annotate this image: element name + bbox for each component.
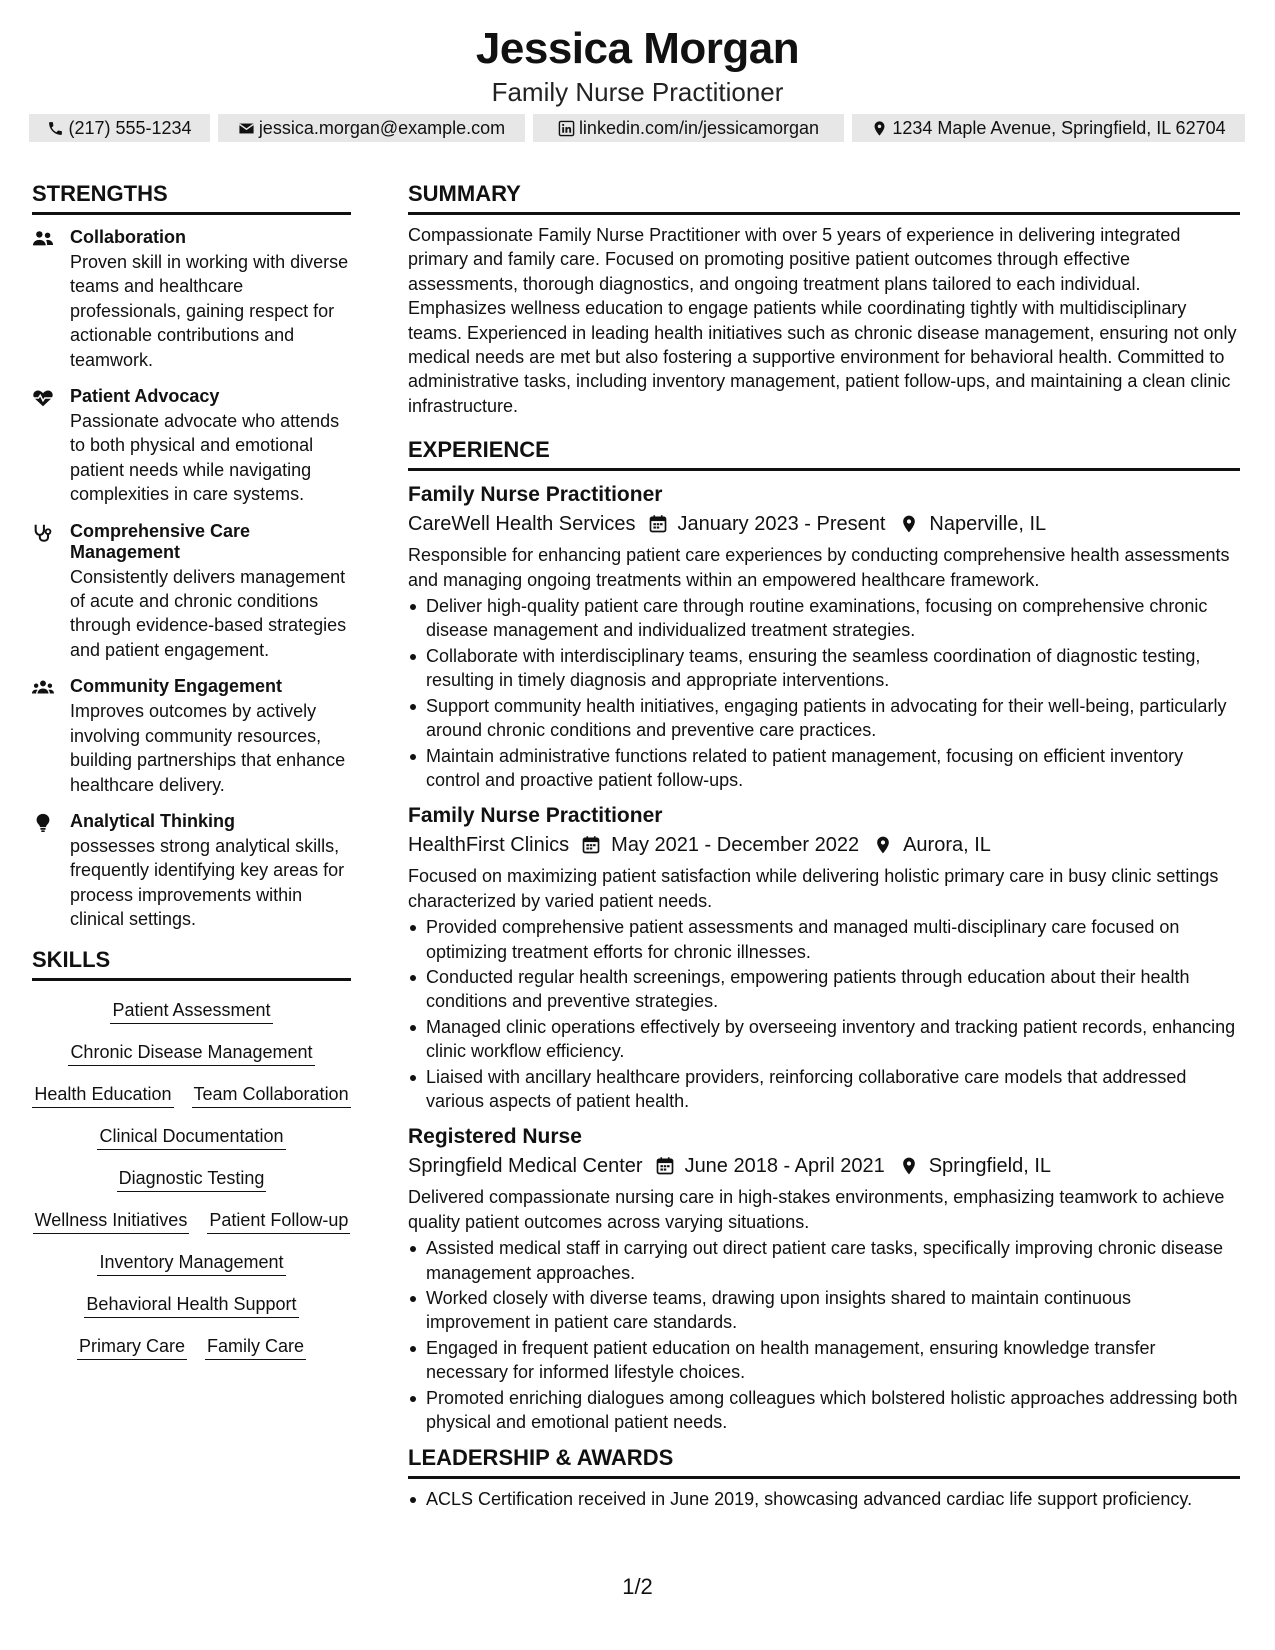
skills-heading: SKILLS <box>32 946 351 981</box>
job-bullets <box>408 594 1240 792</box>
strengths-list <box>32 227 351 932</box>
job-description: Responsible for enhancing patient care experiences by conducting comprehensive health assessments and managing ongoing treatments within an empowered healthcare framework. <box>408 545 1230 590</box>
job-entry <box>408 1123 1240 1434</box>
bullet-item: Assisted medical staff in carrying out direct patient care tasks, specifically improving chronic disease management approaches. <box>408 1236 1240 1285</box>
skill-tag: Team Collaboration <box>192 1081 351 1108</box>
resume-header <box>0 22 1275 108</box>
bullet-item: Managed clinic operations effectively by overseeing inventory and tracking patient records, enhancing clinic workflow efficiency. <box>408 1015 1240 1064</box>
calendar-icon <box>655 1156 675 1176</box>
job-company: Springfield Medical Center <box>408 1155 643 1178</box>
right-column <box>408 180 1240 1513</box>
job-role: Family Nurse Practitioner <box>408 804 663 828</box>
bullet-item: Support community health initiatives, engaging patients in advocating for their well-being, particularly around chronic conditions and preventive care practices. <box>408 694 1240 743</box>
heartbeat-icon <box>32 386 70 507</box>
skill-tag: Inventory Management <box>97 1249 285 1276</box>
strength-desc: Consistently delivers management of acute and chronic conditions through evidence-based strategies and patient engagement. <box>70 566 347 660</box>
bullet-item: Maintain administrative functions related to patient management, focusing on efficient inventory control and proactive patient follow-ups. <box>408 744 1240 793</box>
bullet-item: Liaised with ancillary healthcare providers, reinforcing collaborative care models that addressed various aspects of patient health. <box>408 1065 1240 1114</box>
strength-title: Analytical Thinking <box>70 810 236 831</box>
calendar-icon <box>648 514 668 534</box>
contact-address-text: 1234 Maple Avenue, Springfield, IL 62704 <box>892 117 1226 138</box>
strength-title: Patient Advocacy <box>70 386 220 407</box>
leadership-heading: LEADERSHIP & AWARDS <box>408 1444 1240 1479</box>
skill-tag: Diagnostic Testing <box>117 1165 267 1192</box>
contact-email[interactable] <box>218 114 525 142</box>
linkedin-icon <box>558 120 575 137</box>
job-location: Springfield, IL <box>928 1155 1052 1178</box>
envelope-icon <box>238 120 255 137</box>
bullet-item: Engaged in frequent patient education on health management, ensuring knowledge transfer necessary for informed lifestyle choices. <box>408 1336 1240 1385</box>
contact-email-text: jessica.morgan@example.com <box>258 117 506 138</box>
job-role: Registered Nurse <box>408 1125 582 1149</box>
job-description: Delivered compassionate nursing care in high-stakes environments, emphasizing teamwork to achieve quality patient outcomes across varying situations. <box>408 1187 1225 1232</box>
map-pin-icon <box>871 120 888 137</box>
job-entry <box>408 802 1240 1113</box>
bullet-item: ACLS Certification received in June 2019, showcasing advanced cardiac life support proficiency. <box>408 1487 1240 1511</box>
job-entry <box>408 481 1240 792</box>
job-bullets <box>408 1236 1240 1434</box>
phone-icon <box>47 120 64 137</box>
bullet-item: Collaborate with interdisciplinary teams, ensuring the seamless coordination of diagnostic testing, resulting in timely diagnosis and appropriate interventions. <box>408 644 1240 693</box>
skill-tag: Family Care <box>205 1333 306 1360</box>
job-location: Naperville, IL <box>929 513 1047 536</box>
strength-title: Comprehensive Care Management <box>70 520 251 562</box>
strength-desc: Proven skill in working with diverse teams and healthcare professionals, gaining respect for actionable contributions and teamwork. <box>70 252 349 370</box>
job-meta <box>408 830 1240 860</box>
summary-text: Compassionate Family Nurse Practitioner with over 5 years of experience in delivering integrated primary and family care. Focused on promoting positive patient outcomes through effective assessments, thorough diagnostics, and ongoing treatment plans tailored to each individual. Emphasizes wellness education to engage patients while coordinating tightly with multidisciplinary teams. Experienced in leading health initiatives such as chronic disease management, ensuring not only medical needs are met but also fostering a supportive environment for behavioral health. Committed to administrative tasks, including inventory management, patient follow-ups, and maintaining a clean clinic infrastructure. <box>408 225 1237 416</box>
strengths-heading: STRENGTHS <box>32 180 351 215</box>
community-icon <box>32 676 70 797</box>
skill-tag: Patient Assessment <box>110 997 272 1024</box>
skills-section <box>32 946 351 1360</box>
bullet-item: Conducted regular health screenings, empowering patients through education about their health conditions and preventive strategies. <box>408 965 1240 1014</box>
job-role: Family Nurse Practitioner <box>408 483 663 507</box>
stethoscope-icon <box>32 521 70 663</box>
job-location: Aurora, IL <box>903 834 991 857</box>
strength-desc: Improves outcomes by actively involving community resources, building partnerships that enhance healthcare delivery. <box>70 701 346 795</box>
job-meta <box>408 1151 1240 1181</box>
map-pin-icon <box>899 1156 919 1176</box>
leadership-bullets <box>408 1487 1240 1511</box>
strength-desc: Passionate advocate who attends to both physical and emotional patient needs while navigating complexities in care systems. <box>70 411 340 505</box>
strength-title: Collaboration <box>70 227 186 247</box>
skill-tag: Chronic Disease Management <box>68 1039 314 1066</box>
strength-item <box>32 386 351 507</box>
left-column <box>32 180 351 1360</box>
job-description: Focused on maximizing patient satisfaction while delivering holistic primary care in busy clinic settings characterized by varied patient needs. <box>408 866 1219 911</box>
contact-linkedin[interactable] <box>533 114 844 142</box>
lightbulb-icon <box>32 811 70 932</box>
skill-tag: Patient Follow-up <box>207 1207 350 1234</box>
leadership-section <box>408 1444 1240 1511</box>
experience-section <box>408 436 1240 1434</box>
strength-item <box>32 811 351 932</box>
summary-heading: SUMMARY <box>408 180 1240 215</box>
bullet-item: Provided comprehensive patient assessments and managed multi-disciplinary care focused on optimizing treatment efforts for chronic illnesses. <box>408 915 1240 964</box>
candidate-name: Jessica Morgan <box>475 24 800 73</box>
job-dates: June 2018 - April 2021 <box>684 1155 885 1178</box>
contact-linkedin-text: linkedin.com/in/jessicamorgan <box>578 117 820 138</box>
contact-address <box>852 114 1245 142</box>
candidate-title: Family Nurse Practitioner <box>491 77 784 107</box>
experience-heading: EXPERIENCE <box>408 436 1240 471</box>
skills-list <box>32 997 351 1360</box>
contact-phone[interactable] <box>29 114 210 142</box>
bullet-item: Worked closely with diverse teams, drawing upon insights shared to maintain continuous improvement in patient care standards. <box>408 1286 1240 1335</box>
strength-item <box>32 227 351 372</box>
calendar-icon <box>581 835 601 855</box>
strength-title: Community Engagement <box>70 676 283 697</box>
skill-tag: Wellness Initiatives <box>33 1207 190 1234</box>
map-pin-icon <box>873 835 893 855</box>
skill-tag: Primary Care <box>77 1333 187 1360</box>
page-number: 1/2 <box>622 1574 653 1599</box>
bullet-item: Promoted enriching dialogues among colleagues which bolstered holistic approaches addressing both physical and emotional patient needs. <box>408 1386 1240 1435</box>
job-company: CareWell Health Services <box>408 513 636 536</box>
strength-item <box>32 521 351 663</box>
skill-tag: Behavioral Health Support <box>84 1291 298 1318</box>
contact-bar <box>29 114 1245 142</box>
skill-tag: Health Education <box>32 1081 173 1108</box>
job-meta <box>408 509 1240 539</box>
skill-tag: Clinical Documentation <box>97 1123 285 1150</box>
bullet-item: Deliver high-quality patient care through routine examinations, focusing on comprehensive chronic disease management and individualized treatment strategies. <box>408 594 1240 643</box>
job-dates: January 2023 - Present <box>677 513 886 536</box>
map-pin-icon <box>899 514 919 534</box>
users-icon <box>32 227 70 372</box>
job-bullets <box>408 915 1240 1113</box>
contact-phone-text: (217) 555-1234 <box>68 117 192 138</box>
strength-desc: possesses strong analytical skills, frequently identifying key areas for process improvements within clinical settings. <box>70 835 345 930</box>
job-company: HealthFirst Clinics <box>408 834 570 857</box>
job-dates: May 2021 - December 2022 <box>611 834 860 857</box>
strength-item <box>32 676 351 797</box>
